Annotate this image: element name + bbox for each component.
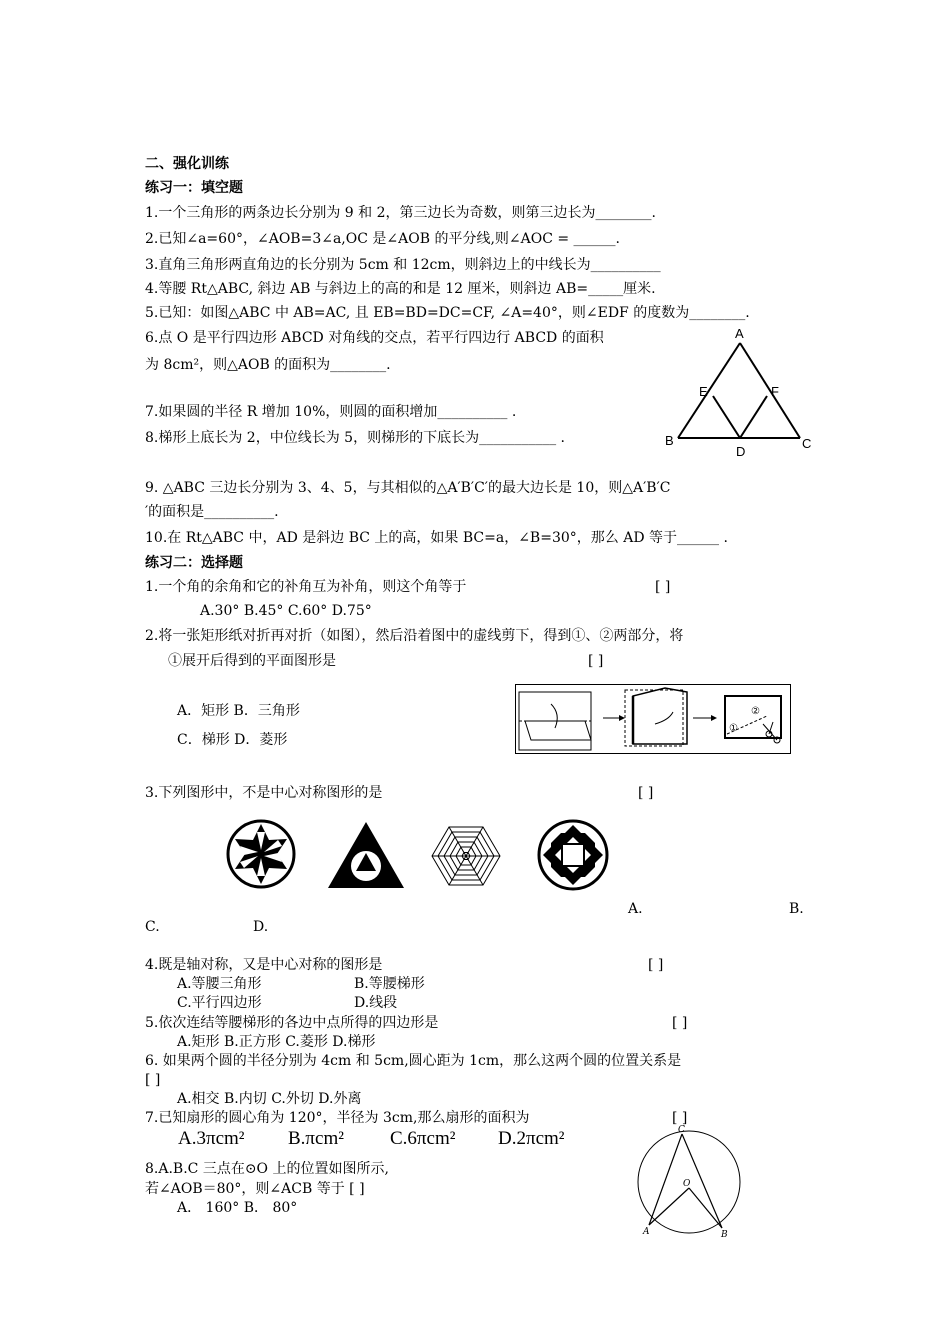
circle-angle-figure (632, 1124, 748, 1240)
fill-q9a: 9. △ABC 三边长分别为 3、4、5，与其相似的△A′B′C′的最大边长是 10，则△A′B′C (145, 480, 671, 496)
circle-point-b-label: B (721, 1230, 728, 1240)
figure-label-a: A. (628, 901, 643, 917)
circle-point-a-label: A (643, 1227, 650, 1237)
triangle-figure (665, 326, 815, 461)
fill-q2: 2.已知∠a=60°，∠AOB=3∠a,OC 是∠AOB 的平分线,则∠AOC = ______. (145, 231, 621, 247)
figure-label-c: C. (145, 919, 160, 935)
choice-q5-bracket: [ ] (672, 1015, 688, 1031)
choice-q2-stem2: ①展开后得到的平面图形是 (168, 653, 336, 669)
fill-q4: 4.等腰 Rt△ABC, 斜边 AB 与斜边上的高的和是 12 厘米，则斜边 AB=_____厘米. (145, 281, 656, 297)
fill-q6a: 6.点 O 是平行四边形 ABCD 对角线的交点，若平行四边行 ABCD 的面积 (145, 330, 604, 346)
choice-q6-stem: 6. 如果两个圆的半径分别为 4cm 和 5cm,圆心距为 1cm，那么这两个圆的位置关系是 (145, 1053, 682, 1069)
part2-title: 练习二：选择题 (145, 555, 243, 571)
choice-q7-opt-c: C.6πcm² (390, 1128, 456, 1149)
figure-label-b: B. (789, 901, 804, 917)
choice-q4-opt-c: C.平行四边形 (177, 995, 262, 1011)
fill-q1: 1.一个三角形的两条边长分别为 9 和 2，第三边长为奇数，则第三边长为________. (145, 205, 656, 221)
choice-q8-stem2: 若∠AOB＝80°，则∠ACB 等于 [ ] (145, 1181, 365, 1197)
choice-q6-options: A.相交 B.内切 C.外切 D.外离 (177, 1091, 362, 1107)
vertex-f-label: F (771, 384, 779, 399)
figure-label-d: D. (253, 919, 269, 935)
vertex-a-label: A (735, 326, 744, 341)
vertex-b-label: B (665, 433, 674, 448)
fill-q8: 8.梯形上底长为 2，中位线长为 5，则梯形的下底长为___________ . (145, 430, 565, 446)
circle-point-c-label: C (678, 1125, 685, 1135)
figure-a-star-circle (225, 818, 297, 890)
fill-q10: 10.在 Rt△ABC 中，AD 是斜边 BC 上的高，如果 BC=a，∠B=30°，那么 AD 等于______ . (145, 530, 728, 546)
piece-2-mark: ② (751, 706, 760, 717)
vertex-e-label: E (699, 384, 708, 399)
choice-q4-opt-b: B.等腰梯形 (354, 976, 425, 992)
choice-q5-stem: 5.依次连结等腰梯形的各边中点所得的四边形是 (145, 1015, 439, 1031)
choice-q2-options-1: A．矩形 B．三角形 (177, 703, 300, 719)
fill-q6b: 为 8cm²，则△AOB 的面积为________. (145, 357, 391, 373)
fill-q9b: ′的面积是__________. (145, 504, 279, 520)
choice-q2-options-2: C．梯形 D．菱形 (177, 732, 288, 748)
choice-q7-bracket: [ ] (672, 1110, 688, 1126)
figure-b-triangle-circle (326, 820, 406, 890)
figure-d-circle-squares (536, 818, 610, 892)
choice-q1-stem: 1.一个角的余角和它的补角互为补角，则这个角等于 (145, 579, 467, 595)
vertex-c-label: C (802, 436, 812, 451)
section-title: 二、强化训练 (145, 156, 229, 172)
choice-q2-stem: 2.将一张矩形纸对折再对折（如图），然后沿着图中的虚线剪下，得到①、②两部分，将 (145, 628, 684, 644)
circle-center-o-label: O (683, 1179, 691, 1189)
choice-q7-opt-d: D.2πcm² (498, 1128, 565, 1149)
fill-q7: 7.如果圆的半径 R 增加 10%，则圆的面积增加__________ . (145, 404, 517, 420)
choice-q1-options: A.30° B.45° C.60° D.75° (200, 603, 372, 619)
choice-q6-bracket: [ ] (145, 1072, 161, 1088)
choice-q1-bracket: [ ] (655, 579, 671, 595)
fill-q3: 3.直角三角形两直角边的长分别为 5cm 和 12cm，则斜边上的中线长为__________ (145, 257, 661, 273)
fill-q5: 5.已知：如图△ABC 中 AB=AC, 且 EB=BD=DC=CF, ∠A=40°，则∠EDF 的度数为________. (145, 305, 750, 321)
choice-q3-bracket: [ ] (638, 785, 654, 801)
choice-q7-stem: 7.已知扇形的圆心角为 120°，半径为 3cm,那么扇形的面积为 (145, 1110, 530, 1126)
choice-q3-stem: 3.下列图形中，不是中心对称图形的是 (145, 785, 383, 801)
choice-q7-opt-a: A.3πcm² (178, 1128, 245, 1149)
choice-q8-stem: 8.A.B.C 三点在⊙O 上的位置如图所示, (145, 1161, 389, 1177)
choice-q4-stem: 4.既是轴对称，又是中心对称的图形是 (145, 957, 383, 973)
choice-q4-bracket: [ ] (648, 957, 664, 973)
choice-q2-bracket: [ ] (588, 653, 604, 669)
folding-paper-figure (515, 684, 791, 754)
choice-q4-opt-d: D.线段 (354, 995, 398, 1011)
choice-q5-options: A.矩形 B.正方形 C.菱形 D.梯形 (177, 1034, 376, 1050)
choice-q8-options: A． 160° B． 80° (177, 1200, 298, 1216)
choice-q4-opt-a: A.等腰三角形 (177, 976, 262, 992)
vertex-d-label: D (736, 444, 746, 459)
piece-1-mark: ① (729, 723, 738, 734)
figure-c-hexagon-web (430, 822, 502, 890)
choice-q7-opt-b: B.πcm² (288, 1128, 344, 1149)
part1-title: 练习一：填空题 (145, 180, 243, 196)
